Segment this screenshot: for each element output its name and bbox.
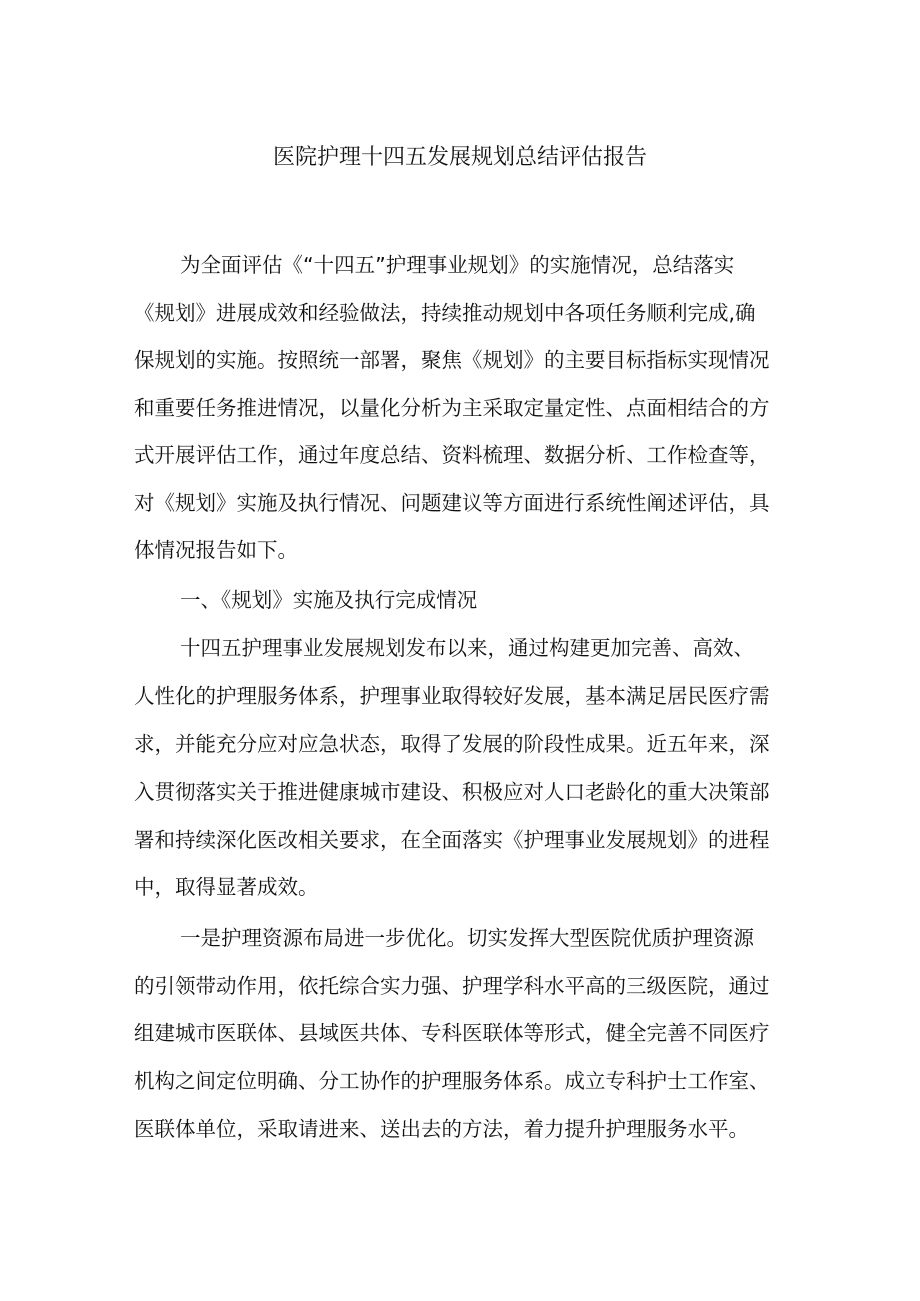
paragraph-1-line-6: 对《规划》实施及执行情况、问题建议等方面进行系统性阐述评估，具 [134,491,770,515]
paragraph-2-line-4: 入贯彻落实关于推进健康城市建设、积极应对人口老龄化的重大决策部 [134,780,770,804]
paragraph-2-line-6: 中，取得显著成效。 [134,875,319,899]
paragraph-1-line-7: 体情况报告如下。 [134,538,298,562]
paragraph-3-line-3: 组建城市医联体、县域医共体、专科医联体等形式，健全完善不同医疗 [134,1021,770,1045]
paragraph-1-line-5: 式开展评估工作，通过年度总结、资料梳理、数据分析、工作检查等， [134,443,770,467]
paragraph-1-line-4: 和重要任务推进情况，以量化分析为主采取定量定性、点面相结合的方 [134,396,770,420]
paragraph-2-line-3: 求，并能充分应对应急状态，取得了发展的阶段性成果。近五年来，深 [134,732,770,756]
paragraph-1-line-2: 《规划》进展成效和经验做法，持续推动规划中各项任务顺利完成,确 [134,301,756,325]
paragraph-2-line-1: 十四五护理事业发展规划发布以来，通过构建更加完善、高效、 [180,636,754,660]
section-heading-1: 一、《规划》实施及执行完成情况 [180,588,478,612]
paragraph-3-line-2: 的引领带动作用，依托综合实力强、护理学科水平高的三级医院，通过 [134,974,770,998]
paragraph-2-line-5: 署和持续深化医改相关要求，在全面落实《护理事业发展规划》的进程 [134,828,770,852]
paragraph-3-line-1: 一是护理资源布局进一步优化。切实发挥大型医院优质护理资源 [180,926,754,950]
document-title: 医院护理十四五发展规划总结评估报告 [272,145,647,170]
paragraph-1-line-3: 保规划的实施。按照统一部署，聚焦《规划》的主要目标指标实现情况 [134,348,770,372]
paragraph-2-line-2: 人性化的护理服务体系，护理事业取得较好发展，基本满足居民医疗需 [134,684,770,708]
paragraph-1-line-1: 为全面评估《“十四五”护理事业规划》的实施情况，总结落实 [180,253,735,277]
paragraph-3-line-5: 医联体单位，采取请进来、送出去的方法，着力提升护理服务水平。 [134,1117,749,1141]
paragraph-3-line-4: 机构之间定位明确、分工协作的护理服务体系。成立专科护士工作室、 [134,1069,770,1093]
